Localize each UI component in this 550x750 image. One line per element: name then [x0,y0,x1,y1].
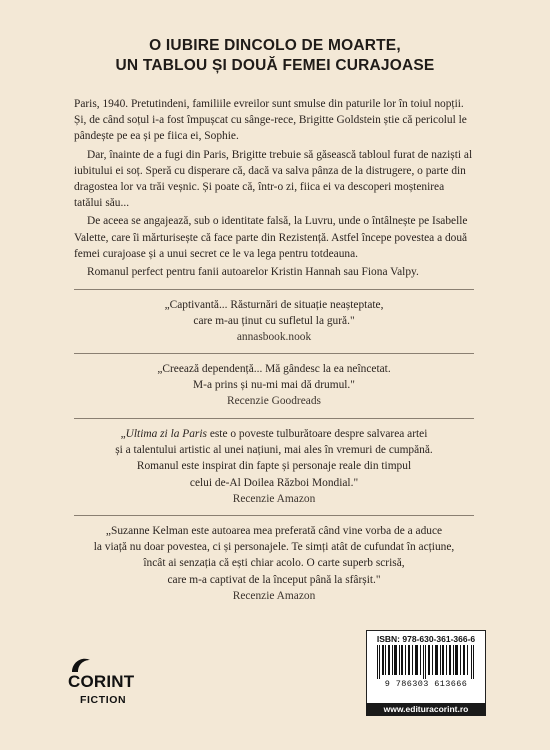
quote-line: „Suzanne Kelman este autoarea mea preferată când vine vorba de a aduce [105,525,443,537]
tagline-heading [0,36,550,76]
review-quote-2 [74,361,474,410]
barcode-icon [375,645,477,679]
publisher-name: CORINT [68,672,135,691]
isbn-barcode-box [366,630,486,704]
isbn-label: ISBN: 978-630-361-366-6 [376,634,476,644]
blurb-paragraph-3: De aceea se angajează, sub o identitate falsă, la Luvru, unde o întâlnește pe Isabelle Valette, care îi mărturisește că face parte din Rezistență. Astfel începe povestea a două femei curajoase și a unui secret ce le va lega pentru totdeauna. [74,215,468,260]
quote-line: la viață nu doar povestea, ci și personajele. Te simți atât de cufundat în acțiune, [93,541,455,554]
quote-line: celui de-Al Doilea Război Mondial." [189,476,359,489]
quote-line: „Captivantă... Răsturnări de situație neașteptate, [164,299,384,311]
review-quote-3 [74,426,474,507]
logo-swirl-icon [68,654,94,674]
quote-source: Recenzie Amazon [232,492,316,505]
blurb-paragraph-1: Paris, 1940. Pretutindeni, familiile evreilor sunt smulse din paturile lor în toiul nopții. Și, de când soțul i-a fost împușcat cu sânge-rece, Brigitte Goldstein știe că pericolul le pândește pe ea și pe fiica ei, Sophie. [74,98,467,143]
tagline-line-1: O IUBIRE DINCOLO DE MOARTE, [149,37,401,54]
publisher-logo [68,670,148,720]
tagline-line-2: UN TABLOU ȘI DOUĂ FEMEI CURAJOASE [115,57,435,74]
divider [74,515,474,516]
quote-line: „Creează dependență... Mă gândesc la ea neîncetat. [157,363,391,375]
quote-line [74,426,474,442]
blurb-paragraph-4: Romanul perfect pentru fanii autoarelor Kristin Hannah sau Fiona Valpy. [87,266,419,279]
quote-line: care m-a captivat de la început până la sfârșit." [167,573,381,586]
quote-line: încât ai senzația că ești chiar acolo. O carte superb scrisă, [143,557,405,570]
quote-line-rest: este o poveste tulburătoare despre salvarea artei [206,428,428,440]
quote-source: Recenzie Goodreads [227,395,321,408]
quote-line: care m-au ținut cu sufletul la gură." [193,315,355,328]
divider [74,289,474,290]
review-quote-4 [74,523,474,604]
blurb-paragraph-2: Dar, înainte de a fugi din Paris, Brigitte trebuie să găsească tabloul furat de naziști al iubitului ei soț. Speră cu disperare că, dacă va salva pânza de la distrugere, o parte din dragostea lor va trăi veșnic. Și poate că, într-o zi, fiica ei va descoperi moștenirea tatălui său... [74,148,473,210]
publisher-website: www.edituracorint.ro [366,703,486,716]
quote-line: și a talentului artistic al unei națiuni, mai ales în vremuri de cumpănă. [115,444,433,457]
quote-open-mark: „ [120,428,126,440]
review-quote-1 [74,297,474,346]
barcode-digits: 9 786303 613666 [384,679,468,689]
divider [74,418,474,419]
quote-source: Recenzie Amazon [232,589,316,602]
publisher-imprint: FICTION [80,694,127,706]
quote-source: annasbook.nook [236,331,312,344]
divider [74,353,474,354]
quote-line: Romanul este inspirat din fapte și personaje reale din timpul [136,460,412,473]
quote-line: M-a prins și nu-mi mai dă drumul." [193,379,355,392]
blurb [74,96,474,282]
book-title: Ultima zi la Paris [125,428,207,440]
